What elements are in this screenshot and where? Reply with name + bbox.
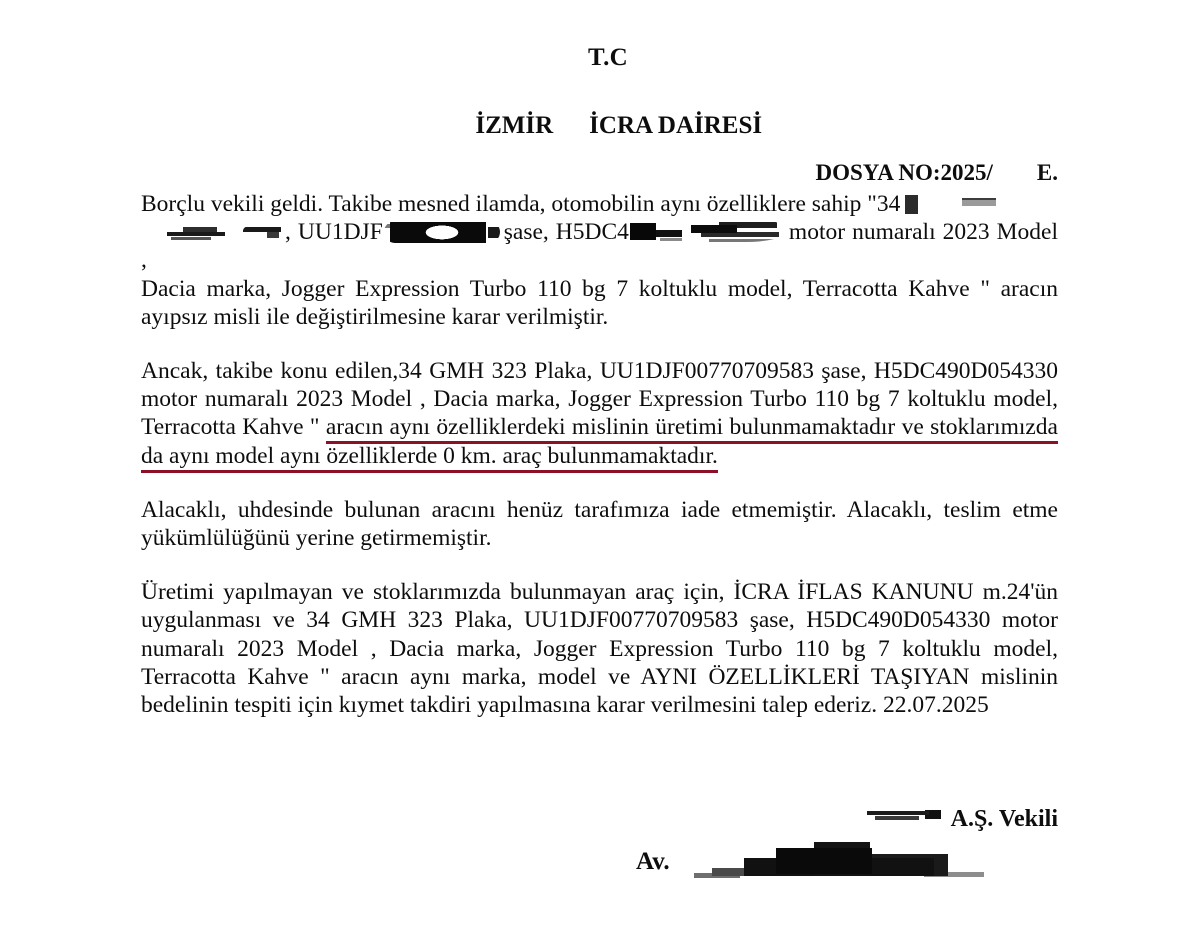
redaction-plate-block — [905, 195, 918, 214]
p1-segment-1: Borçlu vekili geldi. Takibe mesned ilamda, otomobilin aynı özelliklere sahip "34 — [141, 191, 901, 217]
p1-segment-2: , UU1DJF — [285, 219, 383, 246]
file-number-suffix: E. — [1036, 160, 1058, 185]
paragraph-1 — [141, 190, 1058, 331]
signature-block — [628, 805, 1058, 888]
signature-attorney-prefix: Av. — [636, 848, 670, 875]
header-office: İCRA DAİRESİ — [589, 111, 763, 139]
redaction-engine-number-b — [691, 220, 783, 242]
redaction-company-name — [867, 807, 941, 823]
document-body — [141, 190, 1058, 719]
p1-segment-4: motor numaralı 2023 Model , — [141, 219, 1058, 274]
redaction-chassis-number — [384, 221, 500, 243]
redaction-plate-glyph-2 — [243, 224, 283, 240]
redaction-plate-smudge — [962, 198, 996, 206]
p2-plain-text: Ancak, takibe konu edilen,34 GMH 323 Plaka, UU1DJF00770709583 şase, H5DC490D054330 motor numaralı 2023 Model , Dacia marka, Jogger Expression Turbo 110 bg 7 koltuklu model, Terracotta Kahve " — [141, 358, 1058, 441]
paragraph-3: Alacaklı, uhdesinde bulunan aracını henüz tarafımıza iade etmemiştir. Alacaklı, teslim etme yükümlülüğünü yerine getirmemiştir. — [141, 496, 1058, 552]
redaction-attorney-name — [684, 842, 984, 882]
p2-underlined-emphasis: aracın aynı özelliklerdeki mislinin üretimi bulunmamaktadır ve stoklarımızda da aynı model aynı özelliklerde 0 km. araç bulunmamaktadır. — [141, 414, 1058, 472]
redaction-plate-glyph-1 — [167, 224, 227, 241]
paragraph-4: Üretimi yapılmayan ve stoklarımızda bulunmayan araç için, İCRA İFLAS KANUNU m.24'ün uygulanması ve 34 GMH 323 Plaka, UU1DJF00770709583 şase, H5DC490D054330 motor numaralı 2023 Model , Dacia marka, Jogger Expression Turbo 110 bg 7 koltuklu model, Terracotta Kahve " aracın aynı marka, model ve AYNI ÖZELLİKLERİ TAŞIYAN mislinin bedelinin tespiti için kıymet takdiri yapılmasına karar verilmesini talep ederiz. 22.07.2025 — [141, 579, 1058, 719]
file-number-label: DOSYA NO:2025/ — [815, 160, 993, 185]
header-city: İZMİR — [475, 111, 554, 139]
redaction-engine-number-a — [630, 222, 682, 242]
paragraph-2 — [141, 357, 1058, 470]
p1-segment-3: şase, H5DC4 — [503, 219, 629, 246]
p1-segment-5: Dacia marka, Jogger Expression Turbo 110 bg 7 koltuklu model, Terracotta Kahve " aracın ayıpsız misli ile değiştirilmesine karar verilmiştir. — [141, 275, 1058, 330]
signature-company-line — [628, 805, 1058, 834]
signature-company-suffix: A.Ş. Vekili — [950, 806, 1058, 833]
header-tc: T.C — [587, 44, 629, 71]
signature-attorney-line — [628, 842, 1058, 888]
